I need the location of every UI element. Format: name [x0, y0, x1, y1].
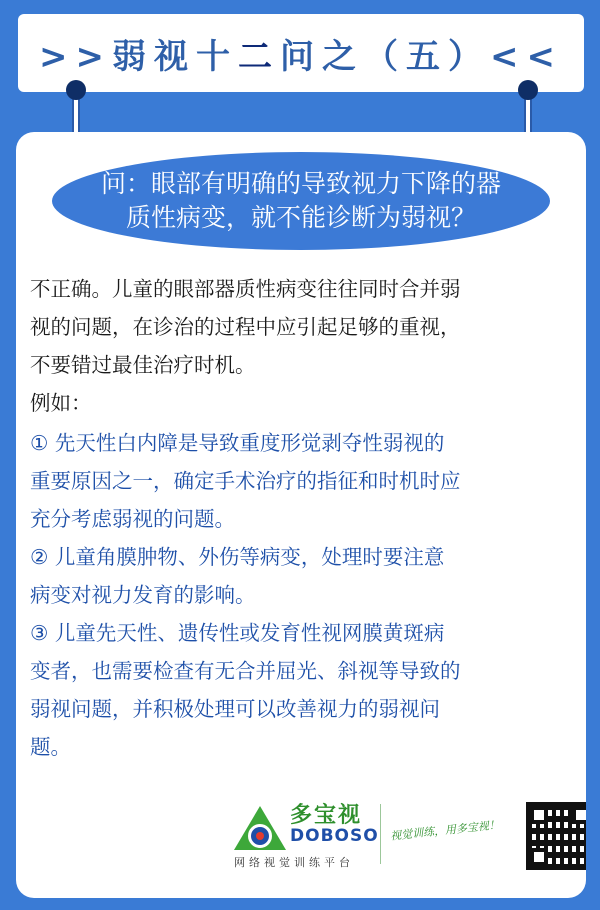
question-line-2: 质性病变，就不能诊断为弱视？ — [125, 203, 476, 232]
title-banner — [18, 14, 584, 92]
point-line: 充分考虑弱视的问题。 — [30, 507, 235, 531]
point-line: 重要原因之一，确定手术治疗的指征和时机时应 — [30, 469, 461, 493]
brand-name-en: DOBOSO — [290, 826, 379, 846]
answer-intro-line: 视的问题，在诊治的过程中应引起足够的重视， — [30, 315, 461, 339]
page-title — [39, 29, 563, 78]
left-hanger-knob — [66, 80, 86, 100]
point-line: 变者，也需要检查有无合并屈光、斜视等导致的 — [30, 659, 461, 683]
content-card — [16, 132, 586, 898]
logo-pupil-icon — [256, 832, 264, 840]
point-line: ① 先天性白内障是导致重度形觉剥夺性弱视的 — [30, 431, 445, 455]
qr-eye-icon — [530, 806, 548, 824]
answer-body — [30, 270, 578, 766]
brand-slogan: 视觉训练，用多宝视！ — [389, 818, 501, 843]
example-label: 例如： — [30, 391, 92, 415]
qr-eye-icon — [530, 848, 548, 866]
qr-eye-icon — [572, 806, 586, 824]
right-hanger-knob — [518, 80, 538, 100]
point-line: ② 儿童角膜肿物、外伤等病变，处理时要注意 — [30, 545, 445, 569]
title-suffix: 问之（五）<< — [280, 36, 563, 77]
title-prefix: >>弱视十 — [39, 36, 238, 77]
brand-name-cn: 多宝视 — [290, 803, 363, 828]
question-bubble — [52, 152, 550, 250]
brand-subtitle: 网络视觉训练平台 — [234, 856, 354, 869]
title-highlight: 二 — [238, 36, 280, 77]
answer-intro-line: 不正确。儿童的眼部器质性病变往往同时合并弱 — [30, 277, 461, 301]
point-line: ③ 儿童先天性、遗传性或发育性视网膜黄斑病 — [30, 621, 445, 645]
qr-code-icon — [526, 802, 586, 870]
footer-divider — [380, 804, 381, 864]
point-line: 题。 — [30, 735, 71, 759]
question-line-1: 问：眼部有明确的导致视力下降的器 — [100, 169, 501, 198]
point-line: 病变对视力发育的影响。 — [30, 583, 256, 607]
answer-intro-line: 不要错过最佳治疗时机。 — [30, 353, 256, 377]
point-line: 弱视问题，并积极处理可以改善视力的弱视问 — [30, 697, 440, 721]
footer-branding — [234, 792, 584, 892]
